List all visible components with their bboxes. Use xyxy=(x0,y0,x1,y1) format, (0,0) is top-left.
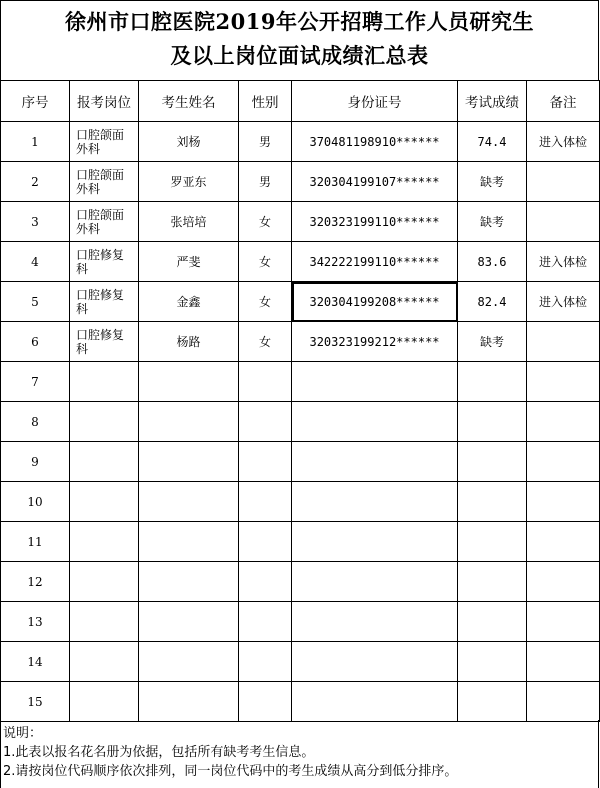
cell-gender[interactable] xyxy=(239,522,292,562)
cell-post[interactable] xyxy=(70,122,139,162)
cell-name[interactable] xyxy=(139,642,239,682)
cell-index[interactable]: 10 xyxy=(1,482,70,522)
cell-id[interactable] xyxy=(292,402,458,442)
cell-post-line-1: 口腔修复 xyxy=(76,327,125,342)
cell-id[interactable] xyxy=(292,442,458,482)
cell-id[interactable]: 320323199110****** xyxy=(292,202,458,242)
cell-score[interactable]: 74.4 xyxy=(458,122,527,162)
table-row xyxy=(1,242,600,282)
cell-gender[interactable] xyxy=(239,562,292,602)
table-row xyxy=(1,322,600,362)
cell-score[interactable] xyxy=(458,602,527,642)
cell-remark[interactable] xyxy=(527,562,600,602)
cell-score[interactable]: 缺考 xyxy=(458,202,527,242)
cell-remark[interactable]: 进入体检 xyxy=(527,242,600,282)
cell-score[interactable] xyxy=(458,402,527,442)
cell-name[interactable]: 杨路 xyxy=(139,322,239,362)
cell-name[interactable] xyxy=(139,442,239,482)
cell-gender[interactable] xyxy=(239,682,292,722)
cell-remark[interactable]: 进入体检 xyxy=(527,282,600,322)
table-row xyxy=(1,482,600,522)
cell-index[interactable]: 1 xyxy=(1,122,70,162)
notes-section xyxy=(0,720,599,788)
cell-gender[interactable] xyxy=(239,362,292,402)
header-cell-id[interactable]: 身份证号 xyxy=(292,81,458,122)
cell-post[interactable] xyxy=(70,602,139,642)
cell-name[interactable] xyxy=(139,682,239,722)
cell-name[interactable]: 金鑫 xyxy=(139,282,239,322)
header-cell-gender[interactable]: 性别 xyxy=(239,81,292,122)
cell-gender[interactable]: 女 xyxy=(239,322,292,362)
cell-score[interactable]: 82.4 xyxy=(458,282,527,322)
cell-name[interactable] xyxy=(139,522,239,562)
cell-score[interactable]: 缺考 xyxy=(458,162,527,202)
cell-post-line-2: 外科 xyxy=(76,141,101,156)
cell-gender[interactable] xyxy=(239,482,292,522)
cell-id[interactable]: 320304199107****** xyxy=(292,162,458,202)
table-row xyxy=(1,442,600,482)
cell-id[interactable] xyxy=(292,482,458,522)
notes-item-1[interactable]: 1.此表以报名花名册为依据，包括所有缺考考生信息。 xyxy=(3,745,315,760)
cell-id[interactable] xyxy=(292,682,458,722)
cell-id[interactable] xyxy=(292,562,458,602)
cell-gender[interactable] xyxy=(239,602,292,642)
header-cell-index[interactable]: 序号 xyxy=(1,81,70,122)
cell-remark[interactable] xyxy=(527,162,600,202)
cell-remark[interactable]: 进入体检 xyxy=(527,122,600,162)
cell-score[interactable] xyxy=(458,482,527,522)
cell-remark[interactable] xyxy=(527,602,600,642)
cell-remark[interactable] xyxy=(527,522,600,562)
cell-post[interactable] xyxy=(70,322,139,362)
cell-remark[interactable] xyxy=(527,362,600,402)
cell-id[interactable] xyxy=(292,602,458,642)
cell-id[interactable]: 320304199208****** xyxy=(292,282,458,322)
cell-index[interactable]: 8 xyxy=(1,402,70,442)
cell-index[interactable]: 14 xyxy=(1,642,70,682)
cell-post[interactable] xyxy=(70,242,139,282)
cell-post[interactable] xyxy=(70,482,139,522)
cell-score[interactable]: 83.6 xyxy=(458,242,527,282)
cell-score[interactable]: 缺考 xyxy=(458,322,527,362)
cell-name[interactable]: 刘杨 xyxy=(139,122,239,162)
header-cell-remark[interactable]: 备注 xyxy=(527,81,600,122)
results-table xyxy=(0,80,600,722)
cell-post-line-2: 外科 xyxy=(76,181,101,196)
cell-remark[interactable] xyxy=(527,682,600,722)
table-row xyxy=(1,602,600,642)
cell-post-line-2: 外科 xyxy=(76,221,101,236)
cell-post[interactable] xyxy=(70,522,139,562)
table-row xyxy=(1,202,600,242)
cell-post-line-1: 口腔颌面 xyxy=(76,207,125,222)
cell-index[interactable]: 2 xyxy=(1,162,70,202)
cell-index[interactable]: 6 xyxy=(1,322,70,362)
cell-post-line-1: 口腔修复 xyxy=(76,287,125,302)
cell-post-line-2: 科 xyxy=(76,341,89,356)
cell-name[interactable] xyxy=(139,482,239,522)
cell-index[interactable]: 5 xyxy=(1,282,70,322)
sheet-title xyxy=(0,0,599,80)
header-cell-post[interactable]: 报考岗位 xyxy=(70,81,139,122)
cell-name[interactable]: 严斐 xyxy=(139,242,239,282)
cell-name[interactable] xyxy=(139,362,239,402)
cell-id[interactable] xyxy=(292,362,458,402)
header-cell-name[interactable]: 考生姓名 xyxy=(139,81,239,122)
notes-heading[interactable]: 说明： xyxy=(3,726,43,741)
cell-score[interactable] xyxy=(458,362,527,402)
cell-score[interactable] xyxy=(458,562,527,602)
cell-index[interactable]: 4 xyxy=(1,242,70,282)
cell-name[interactable] xyxy=(139,602,239,642)
table-row xyxy=(1,402,600,442)
cell-remark[interactable] xyxy=(527,442,600,482)
cell-post[interactable] xyxy=(70,682,139,722)
cell-post-line-1: 口腔颌面 xyxy=(76,167,125,182)
cell-remark[interactable] xyxy=(527,482,600,522)
cell-index[interactable]: 15 xyxy=(1,682,70,722)
cell-post[interactable] xyxy=(70,282,139,322)
cell-index[interactable]: 12 xyxy=(1,562,70,602)
cell-score[interactable] xyxy=(458,642,527,682)
table-row xyxy=(1,122,600,162)
table-body xyxy=(1,122,600,722)
header-row xyxy=(1,81,600,122)
cell-gender[interactable] xyxy=(239,642,292,682)
table-row xyxy=(1,562,600,602)
cell-remark[interactable] xyxy=(527,642,600,682)
cell-id[interactable]: 342222199110****** xyxy=(292,242,458,282)
cell-remark[interactable] xyxy=(527,202,600,242)
header-cell-score[interactable]: 考试成绩 xyxy=(458,81,527,122)
title-line-2: 及以上岗位面试成绩汇总表 xyxy=(170,43,429,68)
cell-post-line-2: 科 xyxy=(76,261,89,276)
cell-remark[interactable] xyxy=(527,322,600,362)
cell-index[interactable]: 11 xyxy=(1,522,70,562)
cell-name[interactable]: 罗亚东 xyxy=(139,162,239,202)
cell-index[interactable]: 3 xyxy=(1,202,70,242)
cell-post[interactable] xyxy=(70,402,139,442)
cell-post[interactable] xyxy=(70,162,139,202)
cell-post[interactable] xyxy=(70,362,139,402)
cell-name[interactable]: 张培培 xyxy=(139,202,239,242)
cell-post-line-1: 口腔修复 xyxy=(76,247,125,262)
cell-id[interactable]: 320323199212****** xyxy=(292,322,458,362)
cell-id[interactable] xyxy=(292,522,458,562)
cell-score[interactable] xyxy=(458,442,527,482)
table-row xyxy=(1,642,600,682)
cell-id[interactable] xyxy=(292,642,458,682)
cell-gender[interactable]: 女 xyxy=(239,282,292,322)
table-row xyxy=(1,522,600,562)
cell-post-line-2: 科 xyxy=(76,301,89,316)
cell-gender[interactable]: 男 xyxy=(239,162,292,202)
cell-index[interactable]: 7 xyxy=(1,362,70,402)
cell-index[interactable]: 9 xyxy=(1,442,70,482)
cell-post[interactable] xyxy=(70,202,139,242)
cell-post[interactable] xyxy=(70,562,139,602)
table-row xyxy=(1,362,600,402)
cell-index[interactable]: 13 xyxy=(1,602,70,642)
notes-item-2[interactable]: 2.请按岗位代码顺序依次排列，同一岗位代码中的考生成绩从高分到低分排序。 xyxy=(3,764,458,779)
table-row xyxy=(1,162,600,202)
table-row xyxy=(1,282,600,322)
cell-gender[interactable]: 女 xyxy=(239,202,292,242)
cell-gender[interactable] xyxy=(239,402,292,442)
cell-post[interactable] xyxy=(70,442,139,482)
cell-remark[interactable] xyxy=(527,402,600,442)
cell-name[interactable] xyxy=(139,562,239,602)
cell-gender[interactable] xyxy=(239,442,292,482)
cell-gender[interactable]: 男 xyxy=(239,122,292,162)
cell-score[interactable] xyxy=(458,682,527,722)
cell-post[interactable] xyxy=(70,642,139,682)
cell-gender[interactable]: 女 xyxy=(239,242,292,282)
cell-id[interactable]: 370481198910****** xyxy=(292,122,458,162)
cell-name[interactable] xyxy=(139,402,239,442)
cell-score[interactable] xyxy=(458,522,527,562)
title-line-1: 徐州市口腔医院2019年公开招聘工作人员研究生 xyxy=(65,9,534,34)
cell-post-line-1: 口腔颌面 xyxy=(76,127,125,142)
table-row xyxy=(1,682,600,722)
